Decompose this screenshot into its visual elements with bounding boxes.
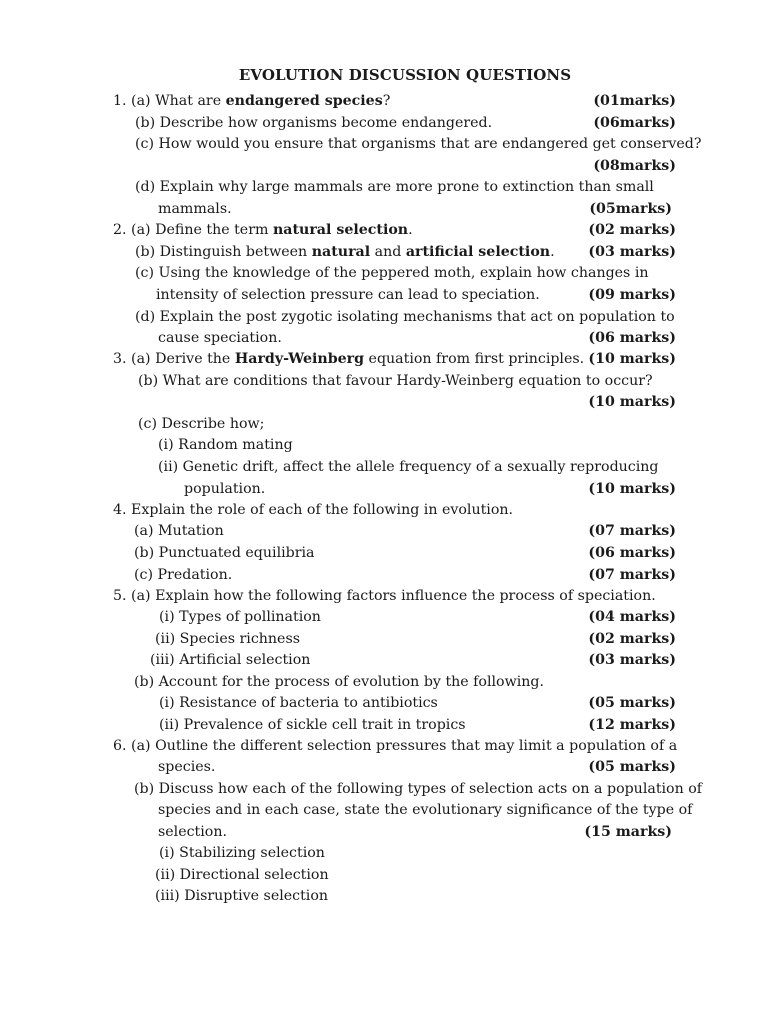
question-5a-i — [0, 607, 768, 629]
question-text: population. — [184, 481, 266, 497]
marks-label: (06 marks) — [588, 545, 676, 561]
question-text: (c) How would you ensure that organisms that are endangered get conserved? — [135, 136, 702, 152]
question-1d — [0, 177, 768, 199]
marks-label: (12 marks) — [588, 717, 676, 733]
question-6a-cont — [0, 757, 768, 779]
question-6b-cont2 — [0, 822, 768, 844]
marks-label: (03 marks) — [588, 244, 676, 260]
question-text: (iii) Disruptive selection — [155, 888, 329, 904]
question-4c — [0, 565, 768, 587]
question-1c-marks — [0, 156, 768, 178]
question-text: (b) What are conditions that favour Hardy-Weinberg equation to occur? — [138, 373, 653, 389]
question-6b-ii — [0, 865, 768, 887]
question-5b — [0, 672, 768, 694]
question-6b — [0, 779, 768, 801]
marks-label: (06marks) — [593, 115, 676, 131]
question-3c-i — [0, 435, 768, 457]
marks-label: (05marks) — [589, 201, 672, 217]
question-text: (ii) Species richness — [155, 631, 301, 647]
question-text: (b) Distinguish between natural and artificial selection. — [135, 244, 555, 260]
question-text: (c) Predation. — [134, 567, 233, 583]
question-text: species. — [158, 759, 216, 775]
question-2c-cont — [0, 285, 768, 307]
question-text: (c) Using the knowledge of the peppered moth, explain how changes in — [135, 265, 649, 281]
question-text: 5. (a) Explain how the following factors influence the process of speciation. — [113, 588, 656, 604]
question-1d-cont — [0, 199, 768, 221]
question-text: (a) Mutation — [134, 523, 224, 539]
marks-label: (09 marks) — [588, 287, 676, 303]
marks-label: (07 marks) — [588, 523, 676, 539]
marks-label: (10 marks) — [588, 394, 676, 410]
question-4b — [0, 543, 768, 565]
question-6b-iii — [0, 886, 768, 908]
question-3b — [0, 371, 768, 393]
marks-label: (02 marks) — [588, 631, 676, 647]
question-text: 4. Explain the role of each of the following in evolution. — [113, 502, 514, 518]
question-6b-cont — [0, 800, 768, 822]
question-1a — [0, 91, 768, 113]
question-3a — [0, 349, 768, 371]
marks-label: (05 marks) — [588, 695, 676, 711]
question-5b-ii — [0, 715, 768, 737]
question-text: species and in each case, state the evolutionary significance of the type of — [158, 802, 693, 818]
question-5a-ii — [0, 629, 768, 651]
question-4 — [0, 500, 768, 522]
question-text: 1. (a) What are endangered species? — [113, 93, 391, 109]
marks-label: (10 marks) — [588, 481, 676, 497]
question-3b-marks — [0, 392, 768, 414]
question-5a-iii — [0, 650, 768, 672]
question-3c-ii-cont — [0, 479, 768, 501]
question-text: mammals. — [158, 201, 232, 217]
question-5a — [0, 586, 768, 608]
question-1b — [0, 113, 768, 135]
question-text: (i) Random mating — [158, 437, 293, 453]
question-3c-ii — [0, 457, 768, 479]
question-text: (ii) Prevalence of sickle cell trait in tropics — [159, 717, 466, 733]
question-2d — [0, 307, 768, 329]
question-text: (i) Resistance of bacteria to antibiotics — [159, 695, 438, 711]
question-text: (i) Types of pollination — [159, 609, 321, 625]
marks-label: (15 marks) — [584, 824, 672, 840]
marks-label: (04 marks) — [588, 609, 676, 625]
question-3c — [0, 414, 768, 436]
question-2a — [0, 220, 768, 242]
question-text: 6. (a) Outline the different selection pressures that may limit a population of a — [113, 738, 678, 754]
question-text: cause speciation. — [158, 330, 282, 346]
marks-label: (08marks) — [593, 158, 676, 174]
question-text: 3. (a) Derive the Hardy-Weinberg equation from first principles. — [113, 351, 585, 367]
marks-label: (07 marks) — [588, 567, 676, 583]
question-text: 2. (a) Define the term natural selection. — [113, 222, 413, 238]
question-2b — [0, 242, 768, 264]
question-text: (d) Explain why large mammals are more prone to extinction than small — [135, 179, 654, 195]
question-2d-cont — [0, 328, 768, 350]
question-text: (c) Describe how; — [138, 416, 265, 432]
question-text: (i) Stabilizing selection — [159, 845, 325, 861]
marks-label: (06 marks) — [588, 330, 676, 346]
marks-label: (03 marks) — [588, 652, 676, 668]
question-text: (b) Discuss how each of the following types of selection acts on a population of — [134, 781, 703, 797]
question-1c — [0, 134, 768, 156]
question-5b-i — [0, 693, 768, 715]
question-6b-i — [0, 843, 768, 865]
question-text: intensity of selection pressure can lead to speciation. — [156, 287, 540, 303]
question-text: selection. — [158, 824, 227, 840]
marks-label: (01marks) — [593, 93, 676, 109]
question-4a — [0, 521, 768, 543]
marks-label: (05 marks) — [588, 759, 676, 775]
question-text: (b) Punctuated equilibria — [134, 545, 315, 561]
question-text: (d) Explain the post zygotic isolating mechanisms that act on population to — [135, 309, 675, 325]
question-text: (ii) Directional selection — [155, 867, 329, 883]
question-text: (ii) Genetic drift, affect the allele frequency of a sexually reproducing — [158, 459, 659, 475]
marks-label: (10 marks) — [588, 351, 676, 367]
document-title: EVOLUTION DISCUSSION QUESTIONS — [238, 66, 572, 84]
question-text: (b) Describe how organisms become endangered. — [135, 115, 493, 131]
question-text: (iii) Artificial selection — [150, 652, 311, 668]
marks-label: (02 marks) — [588, 222, 676, 238]
question-2c — [0, 263, 768, 285]
question-text: (b) Account for the process of evolution by the following. — [134, 674, 545, 690]
question-6a — [0, 736, 768, 758]
